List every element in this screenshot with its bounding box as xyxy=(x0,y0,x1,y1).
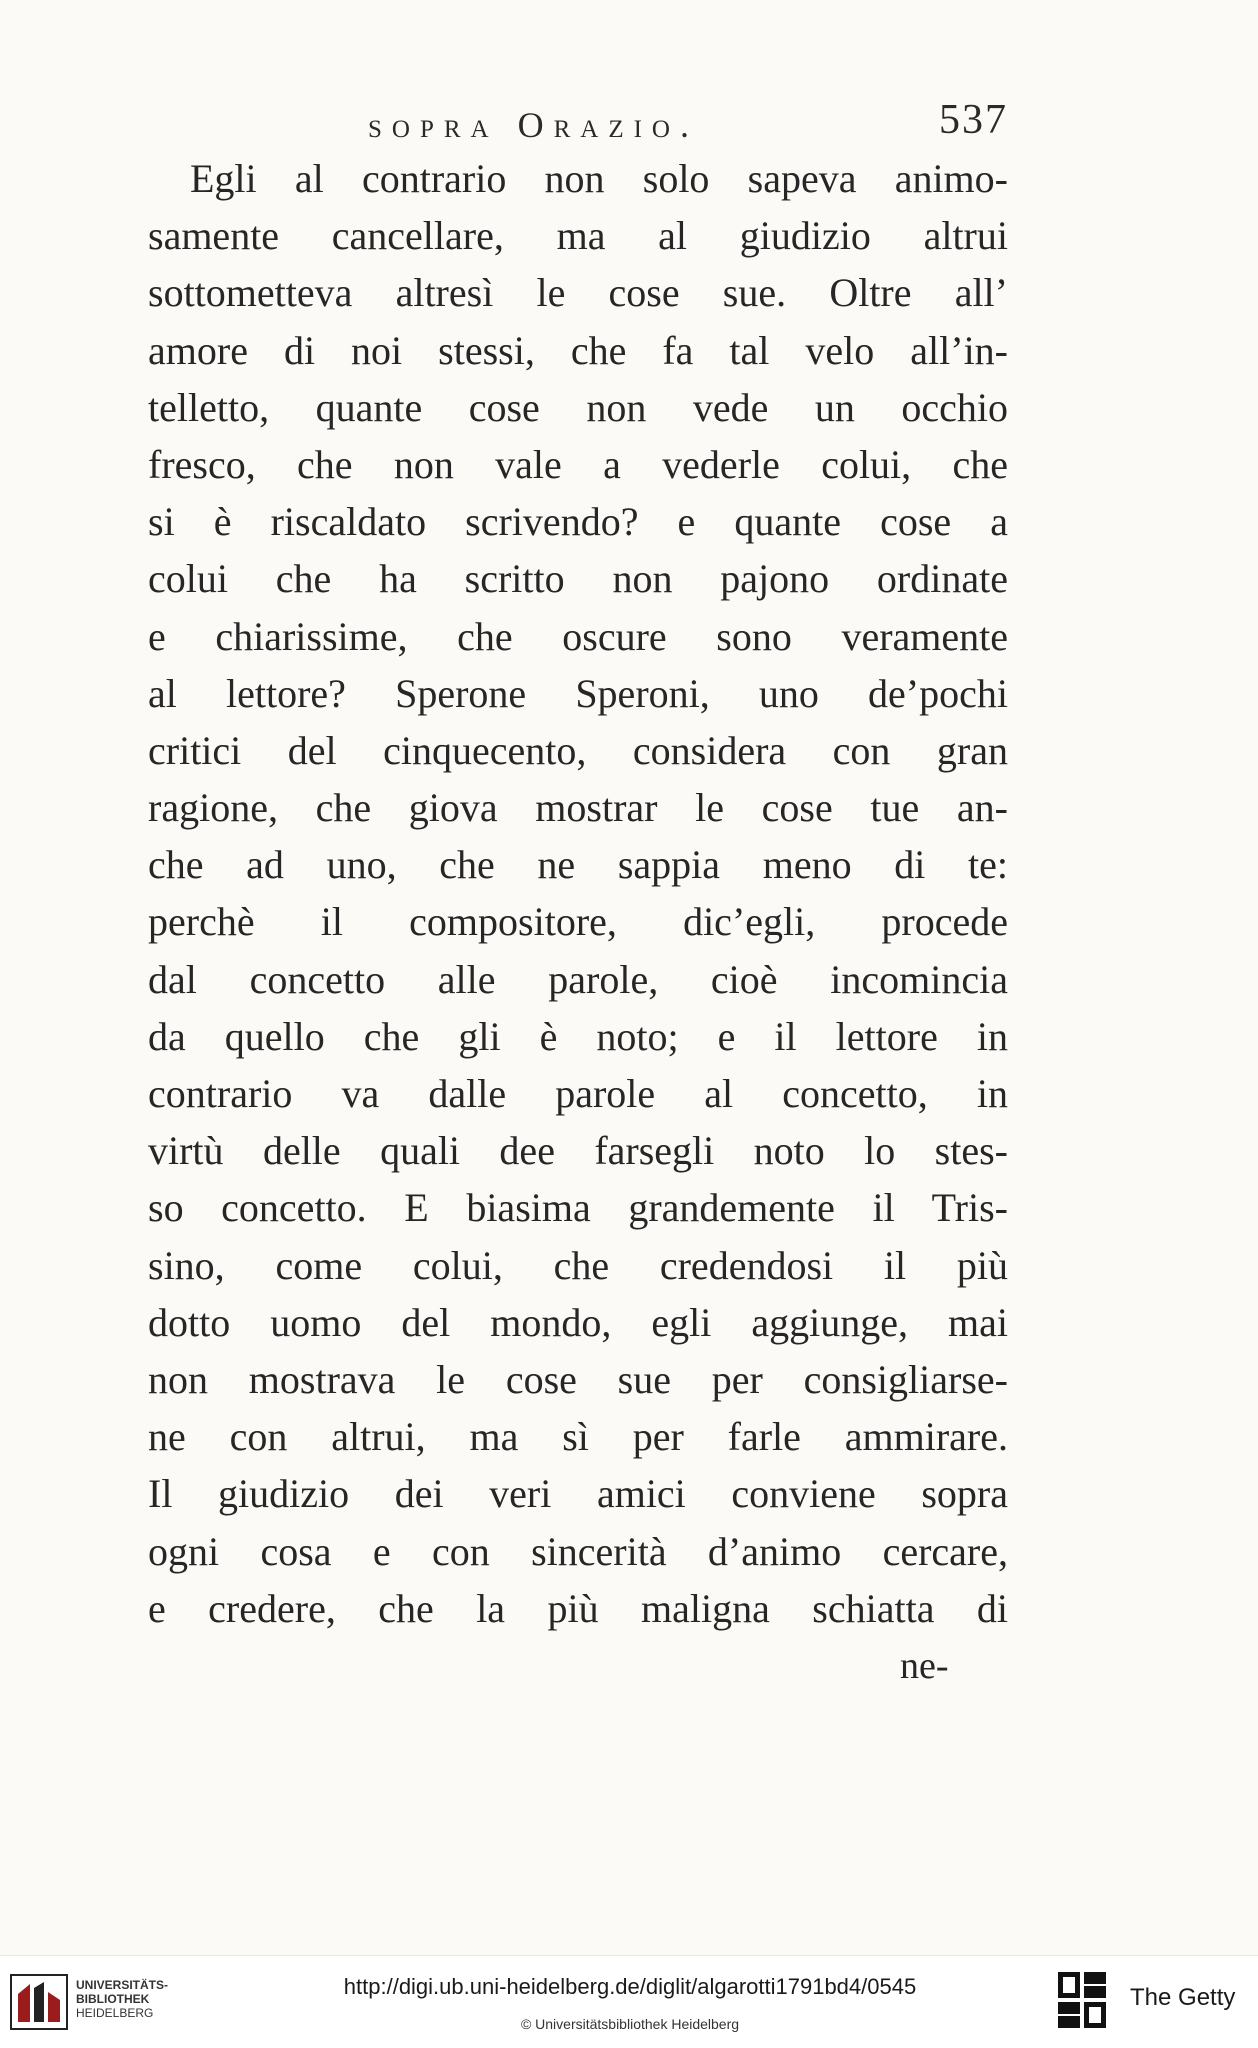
text-line: so concetto. E biasima grandemente il Tris- xyxy=(148,1185,1008,1231)
text-line: ogni cosa e con sincerità d’animo cercare, xyxy=(148,1528,1008,1574)
library-name xyxy=(76,1978,168,2020)
text-line: sottometteva altresì le cose sue. Oltre all’ xyxy=(148,270,1008,316)
university-library-logo[interactable] xyxy=(10,1974,169,2030)
text-line: virtù delle quali dee farsegli noto lo stes- xyxy=(148,1128,1008,1174)
text-line: colui che ha scritto non pajono ordinate xyxy=(148,556,1008,602)
text-line: dotto uomo del mondo, egli aggiunge, mai xyxy=(148,1299,1008,1345)
catchword: ne- xyxy=(900,1645,949,1687)
getty-label: The Getty xyxy=(1130,1984,1236,2011)
body-text xyxy=(148,150,1008,1637)
text-line: ragione, che giova mostrar le cose tue an- xyxy=(148,785,1008,831)
library-name-line: UNIVERSITÄTS- xyxy=(76,1978,169,1992)
text-line: Il giudizio dei veri amici conviene sopra xyxy=(148,1471,1008,1517)
viewer-footer xyxy=(0,1955,1258,2048)
text-line: e chiarissime, che oscure sono veramente xyxy=(148,613,1008,659)
running-title: sopra Orazio. xyxy=(368,105,699,145)
text-line: perchè il compositore, dic’egli, procede xyxy=(148,899,1008,945)
permalink-link[interactable]: http://digi.ub.uni-heidelberg.de/diglit/algarotti1791bd4/0545 xyxy=(343,1974,917,1999)
text-line: Egli al contrario non solo sapeva animo- xyxy=(190,156,1008,201)
page-number: 537 xyxy=(939,97,1008,143)
text-line: che ad uno, che ne sappia meno di te: xyxy=(148,842,1008,888)
text-line: e credere, che la più maligna schiatta di xyxy=(148,1585,1008,1631)
text-line: ne con altrui, ma sì per farle ammirare. xyxy=(148,1414,1008,1460)
text-line: sino, come colui, che credendosi il più xyxy=(148,1242,1008,1288)
text-line: amore di noi stessi, che fa tal velo all’in- xyxy=(148,327,1008,373)
getty-logo-icon[interactable] xyxy=(1058,1972,1108,2030)
text-line: dal concetto alle parole, cioè incomincia xyxy=(148,956,1008,1002)
text-line: critici del cinquecento, considera con gran xyxy=(148,727,1008,773)
library-name-line: BIBLIOTHEK xyxy=(76,1992,150,2006)
text-line: si è riscaldato scrivendo? e quante cose a xyxy=(148,499,1008,545)
text-line: da quello che gli è noto; e il lettore in xyxy=(148,1013,1008,1059)
text-line: samente cancellare, ma al giudizio altrui xyxy=(148,213,1008,259)
text-line: al lettore? Sperone Speroni, uno de’pochi xyxy=(148,670,1008,716)
library-name-line: HEIDELBERG xyxy=(76,2006,154,2020)
page-header xyxy=(148,96,1008,156)
text-line: contrario va dalle parole al concetto, in xyxy=(148,1071,1008,1116)
text-line: telletto, quante cose non vede un occhio xyxy=(148,384,1008,430)
university-seal-icon xyxy=(10,1974,68,2030)
text-line: fresco, che non vale a vederle colui, che xyxy=(148,441,1008,487)
text-line: non mostrava le cose sue per consigliarse- xyxy=(148,1356,1008,1402)
copyright-notice: © Universitätsbibliothek Heidelberg xyxy=(520,2016,740,2032)
